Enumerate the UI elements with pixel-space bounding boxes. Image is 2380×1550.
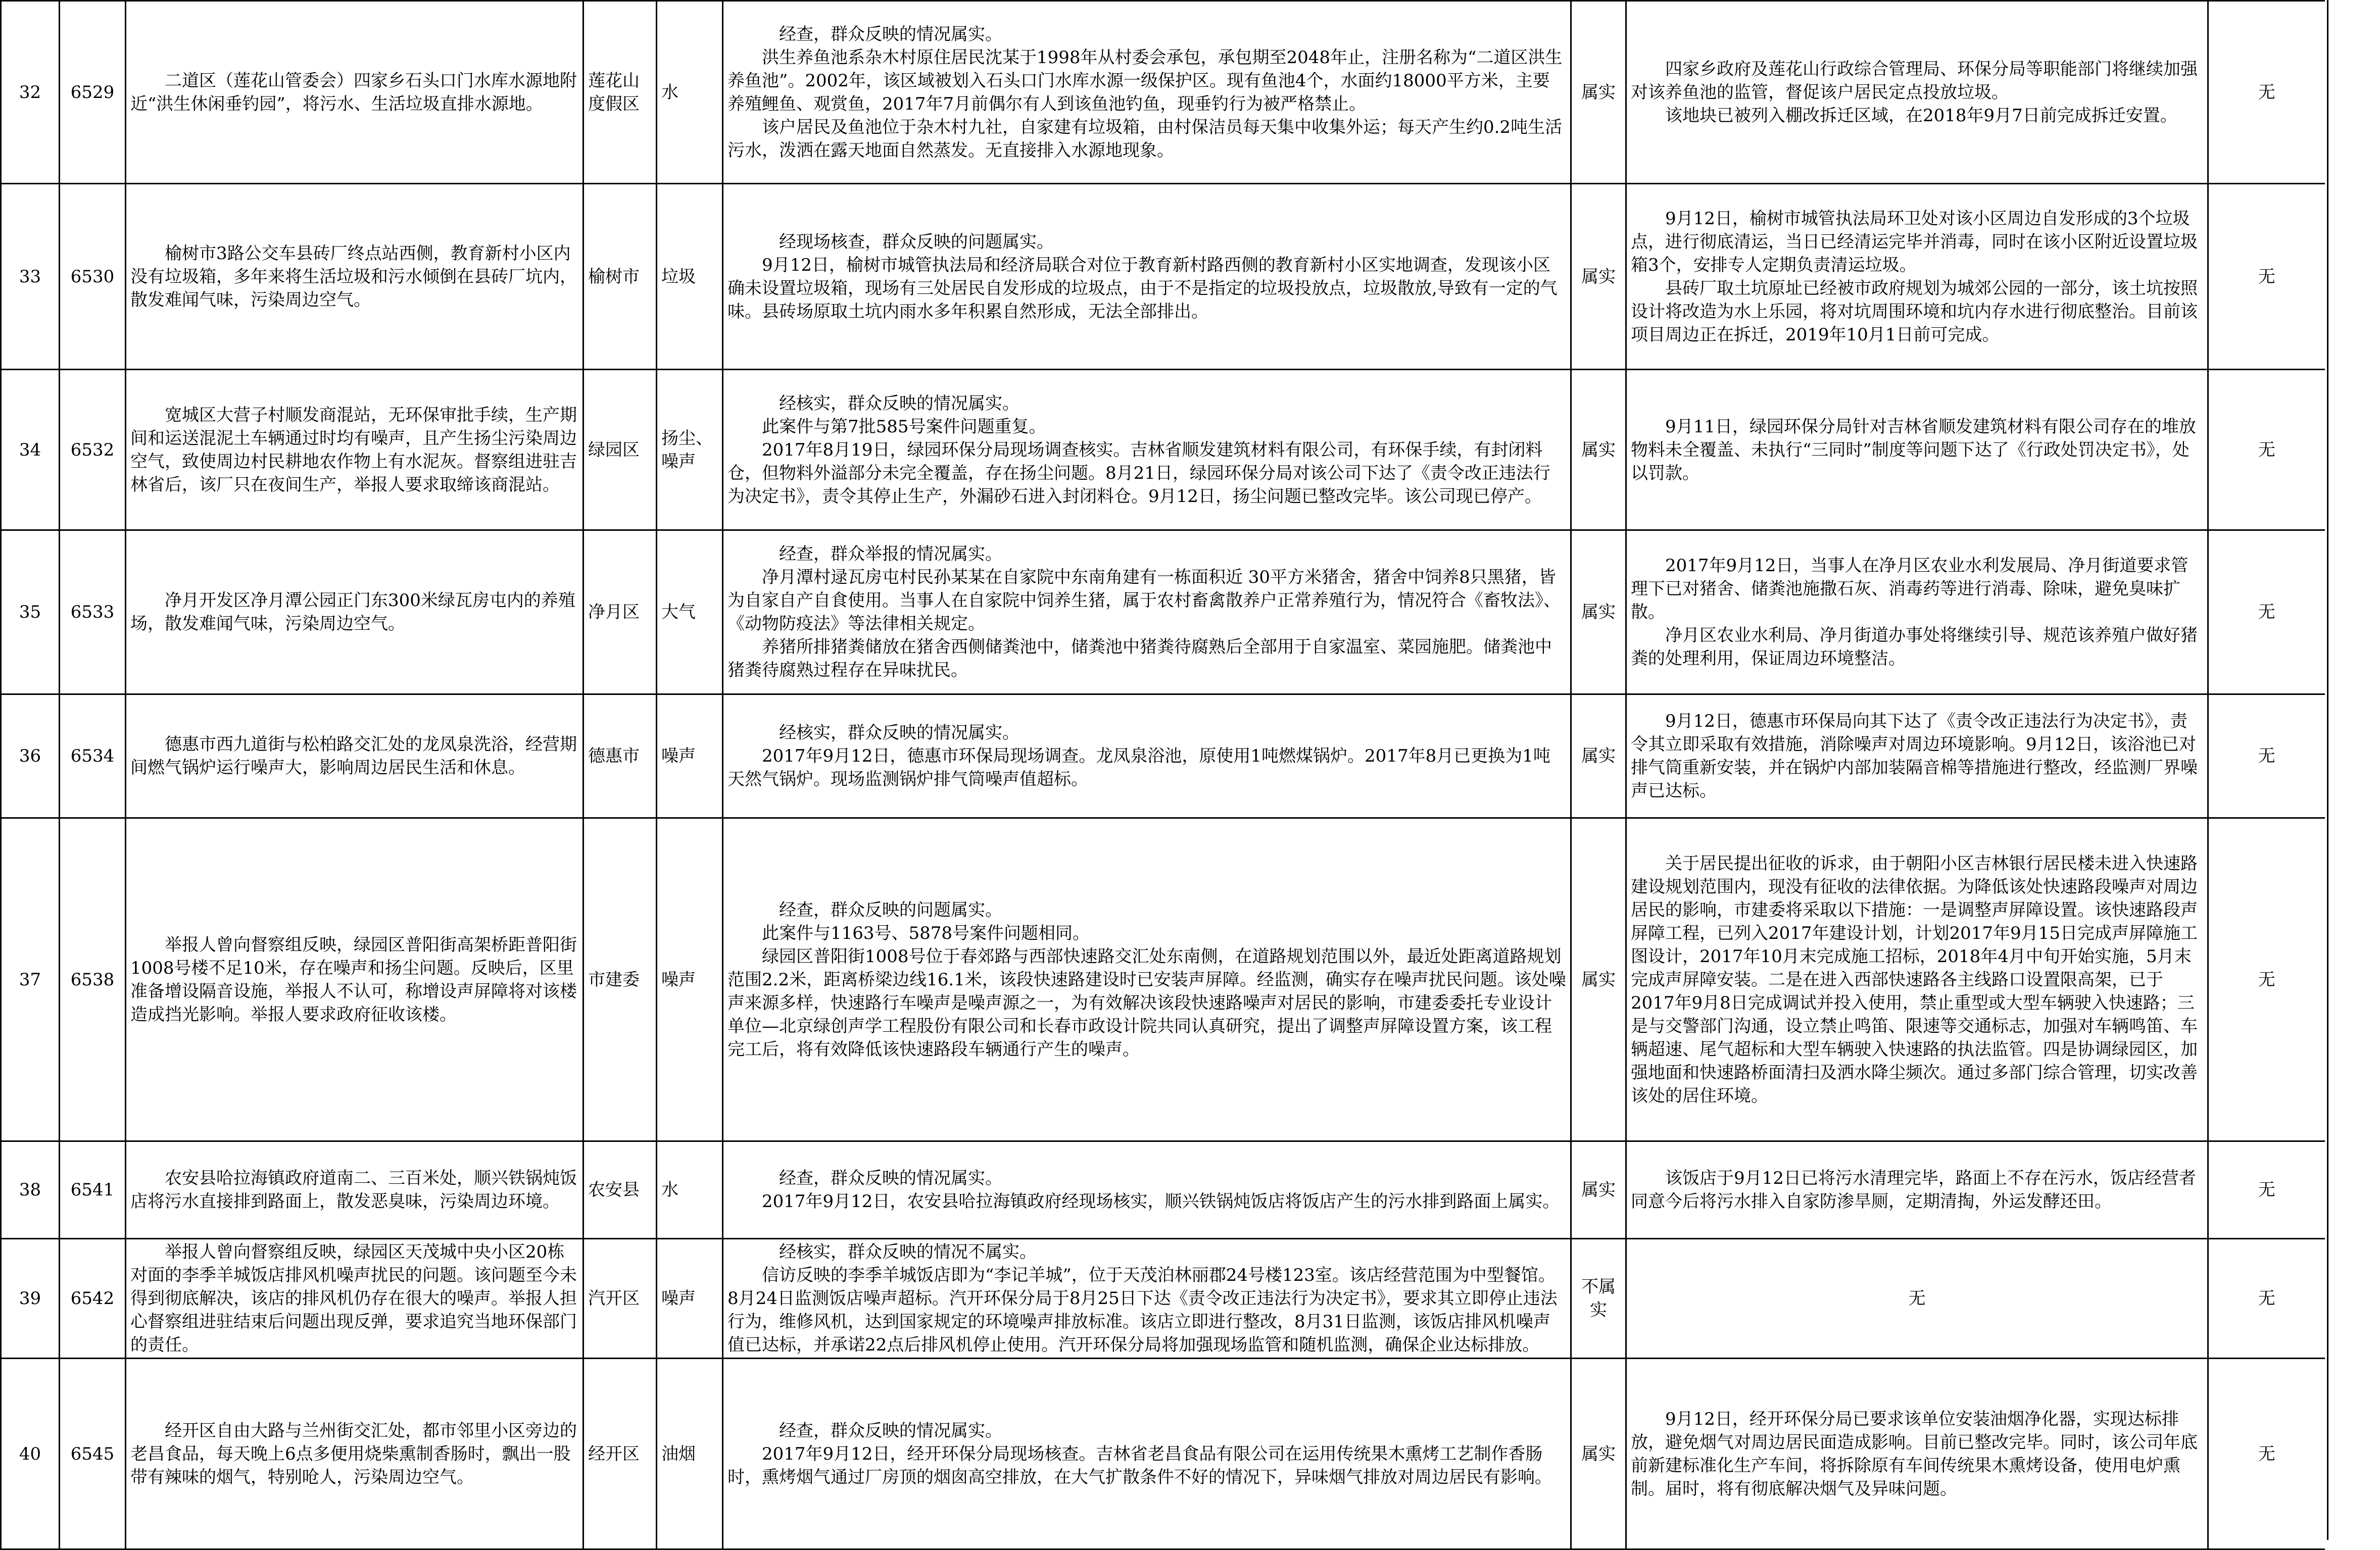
result-paragraph: 2017年9月12日，当事人在净月区农业水利发展局、净月街道要求管理下已对猪舍、储粪池施撒石灰、消毒药等进行消毒、除味，避免臭味扩散。 <box>1631 556 2189 622</box>
table-row <box>1 1359 2325 1549</box>
complaint-text: 宽城区大营子村顺发商混站，无环保审批手续，生产期间和运送混泥土车辆通过时均有噪声，且产生扬尘污染周边空气，致使周边村民耕地农作物上有水泥灰。督察组进驻吉林省后，该厂只在夜间生产，举报人要求取缔该商混站。 <box>130 405 577 495</box>
investigation-process <box>723 1239 1571 1359</box>
investigation-paragraph: 洪生养鱼池系杂木村原住居民沈某于1998年从村委会承包，承包期至2048年止，注册名称为“二道区洪生养鱼池”。2002年，该区域被划入石头口门水库水源一级保护区。现有鱼池4个，水面约18000平方米，主要养殖鲤鱼、观赏鱼，2017年7月前偶尔有人到该鱼池钓鱼，现垂钓行为被严格禁止。 <box>727 47 1563 114</box>
investigation-paragraph: 信访反映的李季羊城饭店即为“李记羊城”，位于天茂泊林丽郡24号楼123室。该店经营范围为中型餐馆。8月24日监测饭店噪声超标。汽开环保分局于8月25日下达《责令改正违法行为决定书》，要求其立即停止违法行为，维修风机，达到国家规定的环境噪声排放标准。该店立即进行整改，8月31日监测，该饭店排风机噪声值已达标，并承诺22点后排风机停止使用。汽开环保分局将加强现场监管和随机监测，确保企业达标排放。 <box>727 1265 1558 1355</box>
table-row <box>1 370 2325 530</box>
investigation-paragraph: 此案件与第7批585号案件问题重复。 <box>762 416 1046 437</box>
handling-result <box>1626 694 2208 818</box>
investigation-paragraph: 该户居民及鱼池位于杂木村九社，自家建有垃圾箱，由村保洁员每天集中收集外运；每天产生约0.2吨生活污水，泼洒在露天地面自然蒸发。无直接排入水源地现象。 <box>727 117 1563 161</box>
complaint-text: 农安县哈拉海镇政府道南二、三百米处，顺兴铁锅炖饭店将污水直接排到路面上，散发恶臭味，污染周边环境。 <box>130 1168 577 1212</box>
investigation-paragraph: 2017年9月12日，农安县哈拉海镇政府经现场核实，顺兴铁锅炖饭店将饭店产生的污水排到路面上属实。 <box>762 1191 1560 1212</box>
row-number: 39 <box>1 1239 60 1359</box>
investigation-paragraph: 经核实，群众反映的情况属实。 <box>779 393 1019 414</box>
table-right-border <box>2327 0 2328 1540</box>
responsible-area: 德惠市 <box>584 694 657 818</box>
complaint-description <box>126 1141 584 1239</box>
investigation-paragraph: 此案件与1163号、5878号案件问题相同。 <box>762 923 1090 943</box>
result-paragraph: 该地块已被列入棚改拆迁区域，在2018年9月7日前完成拆迁安置。 <box>1665 105 2177 126</box>
complaint-text: 经开区自由大路与兰州街交汇处，都市邻里小区旁边的老昌食品，每天晚上6点多便用烧柴熏制香肠时，飘出一股带有辣味的烟气，特别呛人，污染周边空气。 <box>130 1420 577 1487</box>
handling-result <box>1626 184 2208 370</box>
table-row <box>1 1239 2325 1359</box>
complaint-text: 二道区（莲花山管委会）四家乡石头口门水库水源地附近“洪生休闲垂钓园”，将污水、生活垃圾直排水源地。 <box>130 70 577 114</box>
row-number: 36 <box>1 694 60 818</box>
investigation-paragraph: 经查，群众反映的情况属实。 <box>779 24 1002 44</box>
table-row <box>1 184 2325 370</box>
result-paragraph: 9月12日，经开环保分局已要求该单位安装油烟净化器，实现达标排放，避免烟气对周边居民面造成影响。目前已整改完毕。同时，该公司年底前新建标准化生产车间，将拆除原有车间传统果木熏烤设备，使用电炉熏制。届时，将有彻底解决烟气及异味问题。 <box>1631 1409 2198 1499</box>
case-id: 6533 <box>60 530 126 694</box>
handling-result <box>1626 1359 2208 1549</box>
responsible-area: 净月区 <box>584 530 657 694</box>
verdict: 属实 <box>1571 370 1626 530</box>
pollution-type: 噪声 <box>657 818 723 1141</box>
table-row <box>1 818 2325 1141</box>
other-notes: 无 <box>2208 1239 2325 1359</box>
investigation-process <box>723 370 1571 530</box>
verdict: 属实 <box>1571 818 1626 1141</box>
investigation-paragraph: 净月潭村逯瓦房屯村民孙某某在自家院中东南角建有一栋面积近 30平方米猪舍，猪舍中饲养8只黑猪，皆为自家自产自食使用。当事人在自家院中饲养生猪，属于农村畜禽散养户正常养殖行为，情况符合《畜牧法》、《动物防疫法》等法律相关规定。 <box>727 567 1561 634</box>
handling-result <box>1626 1 2208 184</box>
investigation-paragraph: 经查，群众反映的问题属实。 <box>779 899 1002 920</box>
handling-result <box>1626 530 2208 694</box>
complaint-text: 净月开发区净月潭公园正门东300米绿瓦房屯内的养殖场，散发难闻气味，污染周边空气。 <box>130 590 575 634</box>
case-id: 6532 <box>60 370 126 530</box>
row-number: 38 <box>1 1141 60 1239</box>
row-number: 35 <box>1 530 60 694</box>
complaint-description <box>126 1 584 184</box>
investigation-paragraph: 经现场核查，群众反映的问题属实。 <box>779 231 1054 252</box>
result-paragraph: 该饭店于9月12日已将污水清理完毕，路面上不存在污水，饭店经营者同意今后将污水排入自家防渗旱厕，定期清掏，外运发酵还田。 <box>1631 1168 2196 1212</box>
case-id: 6534 <box>60 694 126 818</box>
handling-result <box>1626 1141 2208 1239</box>
complaint-description <box>126 530 584 694</box>
investigation-process <box>723 530 1571 694</box>
case-id: 6530 <box>60 184 126 370</box>
investigation-process <box>723 694 1571 818</box>
investigation-process <box>723 1141 1571 1239</box>
table-row <box>1 1141 2325 1239</box>
investigation-paragraph: 2017年9月12日，经开环保分局现场核查。吉林省老昌食品有限公司在运用传统果木熏烤工艺制作香肠时，熏烤烟气通过厂房顶的烟囱高空排放，在大气扩散条件不好的情况下，异味烟气排放对周边居民有影响。 <box>727 1443 1552 1487</box>
investigation-process <box>723 818 1571 1141</box>
investigation-process <box>723 1359 1571 1549</box>
responsible-area: 榆树市 <box>584 184 657 370</box>
complaint-text: 德惠市西九道街与松柏路交汇处的龙凤泉洗浴，经营期间燃气锅炉运行噪声大，影响周边居民生活和休息。 <box>130 734 577 778</box>
pollution-type: 大气 <box>657 530 723 694</box>
responsible-area: 汽开区 <box>584 1239 657 1359</box>
investigation-paragraph: 经查，群众反映的情况属实。 <box>779 1168 1002 1188</box>
other-notes: 无 <box>2208 1141 2325 1239</box>
other-notes: 无 <box>2208 1359 2325 1549</box>
verdict: 属实 <box>1571 1359 1626 1549</box>
case-id: 6541 <box>60 1141 126 1239</box>
case-id: 6529 <box>60 1 126 184</box>
investigation-paragraph: 经核实，群众反映的情况属实。 <box>779 723 1019 743</box>
verdict: 不属实 <box>1571 1239 1626 1359</box>
row-number: 37 <box>1 818 60 1141</box>
other-notes: 无 <box>2208 184 2325 370</box>
result-paragraph: 9月12日，德惠市环保局向其下达了《责令改正违法行为决定书》，责令其立即采取有效措施，消除噪声对周边环境影响。9月12日，该浴池已对排气筒重新安装，并在锅炉内部加装隔音棉等措施进行整改，经监测厂界噪声已达标。 <box>1631 711 2198 801</box>
investigation-paragraph: 9月12日，榆树市城管执法局和经济局联合对位于教育新村路西侧的教育新村小区实地调查，发现该小区确未设置垃圾箱，现场有三处居民自发形成的垃圾点，由于不是指定的垃圾投放点，垃圾散放,导致有一定的气味。县砖场原取土坑内雨水多年积累自然形成，无法全部排出。 <box>727 255 1558 322</box>
result-paragraph: 净月区农业水利局、净月街道办事处将继续引导、规范该养殖户做好猪粪的处理利用，保证周边环境整洁。 <box>1631 625 2198 669</box>
investigation-paragraph: 2017年8月19日，绿园环保分局现场调查核实。吉林省顺发建筑材料有限公司，有环保手续，有封闭料仓，但物料外溢部分未完全覆盖，存在扬尘问题。8月21日，绿园环保分局对该公司下达了《责令改正违法行为决定书》，责令其停止生产，外漏砂石进入封闭料仓。9月12日，扬尘问题已整改完毕。该公司现已停产。 <box>727 439 1550 507</box>
responsible-area: 经开区 <box>584 1359 657 1549</box>
responsible-area: 农安县 <box>584 1141 657 1239</box>
pollution-type: 水 <box>657 1141 723 1239</box>
row-number: 34 <box>1 370 60 530</box>
table-row <box>1 1 2325 184</box>
pollution-type: 垃圾 <box>657 184 723 370</box>
verdict: 属实 <box>1571 1141 1626 1239</box>
case-id: 6542 <box>60 1239 126 1359</box>
complaint-description <box>126 1359 584 1549</box>
verdict: 属实 <box>1571 184 1626 370</box>
other-notes: 无 <box>2208 694 2325 818</box>
other-notes: 无 <box>2208 530 2325 694</box>
pollution-type: 扬尘、噪声 <box>657 370 723 530</box>
result-paragraph: 四家乡政府及莲花山行政综合管理局、环保分局等职能部门将继续加强对该养鱼池的监管，督促该户居民定点投放垃圾。 <box>1631 59 2198 103</box>
other-notes: 无 <box>2208 370 2325 530</box>
case-id: 6538 <box>60 818 126 1141</box>
pollution-type: 噪声 <box>657 694 723 818</box>
responsible-area: 绿园区 <box>584 370 657 530</box>
table-row <box>1 694 2325 818</box>
investigation-paragraph: 绿园区普阳街1008号位于春郊路与西部快速路交汇处东南侧，在道路规划范围以外，最近处距离道路规划范围2.2米，距离桥梁边线16.1米，该段快速路建设时已安装声屏障。经监测，确实存在噪声扰民问题。该处噪声来源多样，快速路行车噪声是噪声源之一，为有效解决该段快速路噪声对居民的影响，市建委委托专业设计单位—北京绿创声学工程股份有限公司和长春市政设计院共同认真研究，提出了调整声屏障设置方案，该工程完工后，将有效降低该快速路段车辆通行产生的噪声。 <box>727 946 1566 1060</box>
result-paragraph: 9月11日，绿园环保分局针对吉林省顺发建筑材料有限公司存在的堆放物料未全覆盖、未执行“三同时”制度等问题下达了《行政处罚决定书》，处以罚款。 <box>1631 416 2196 483</box>
result-paragraph: 9月12日，榆树市城管执法局环卫处对该小区周边自发形成的3个垃圾点，进行彻底清运，当日已经清运完毕并消毒，同时在该小区附近设置垃圾箱3个，安排专人定期负责清运垃圾。 <box>1631 208 2198 275</box>
row-number: 32 <box>1 1 60 184</box>
pollution-type: 水 <box>657 1 723 184</box>
complaint-text: 举报人曾向督察组反映，绿园区普阳街高架桥距普阳街1008号楼不足10米，存在噪声和扬尘问题。反映后，区里准备增设隔音设施，举报人不认可，称增设声屏障将对该楼造成挡光影响。举报人要求政府征收该楼。 <box>130 934 577 1025</box>
complaint-text: 榆树市3路公交车县砖厂终点站西侧，教育新村小区内没有垃圾箱，多年来将生活垃圾和污水倾倒在县砖厂坑内，散发难闻气味，污染周边空气。 <box>130 243 577 310</box>
other-notes: 无 <box>2208 818 2325 1141</box>
investigation-process <box>723 1 1571 184</box>
complaint-description <box>126 1239 584 1359</box>
pollution-type: 油烟 <box>657 1359 723 1549</box>
investigation-process <box>723 184 1571 370</box>
handling-result <box>1626 818 2208 1141</box>
row-number: 33 <box>1 184 60 370</box>
other-notes: 无 <box>2208 1 2325 184</box>
investigation-paragraph: 经查，群众举报的情况属实。 <box>779 544 1002 564</box>
responsible-area: 市建委 <box>584 818 657 1141</box>
pollution-type: 噪声 <box>657 1239 723 1359</box>
investigation-paragraph: 经查，群众反映的情况属实。 <box>779 1420 1002 1441</box>
complaint-text: 举报人曾向督察组反映，绿园区天茂城中央小区20栋对面的李季羊城饭店排风机噪声扰民的问题。该问题至今未得到彻底解决，该店的排风机仍存在很大的噪声。举报人担心督察组进驻结束后问题出现反弹，要求追究当地环保部门的责任。 <box>130 1242 577 1355</box>
verdict: 属实 <box>1571 694 1626 818</box>
case-id: 6545 <box>60 1359 126 1549</box>
responsible-area: 莲花山度假区 <box>584 1 657 184</box>
complaint-description <box>126 694 584 818</box>
verdict: 属实 <box>1571 1 1626 184</box>
complaint-description <box>126 184 584 370</box>
handling-result: 无 <box>1626 1239 2208 1359</box>
table-row <box>1 530 2325 694</box>
investigation-paragraph: 养猪所排猪粪储放在猪舍西侧储粪池中，储粪池中猪粪待腐熟后全部用于自家温室、菜园施肥。储粪池中猪粪待腐熟过程存在异味扰民。 <box>727 637 1552 680</box>
result-paragraph: 关于居民提出征收的诉求，由于朝阳小区吉林银行居民楼未进入快速路建设规划范围内，现没有征收的法律依据。为降低该处快速路段噪声对周边居民的影响，市建委将采取以下措施：一是调整声屏障设置。该快速路段声屏障工程，已列入2017年建设计划，计划2017年9月15日完成声屏障施工图设计，2017年10月末完成施工招标，2018年4月中旬开始实施，5月末完成声屏障安装。二是在进入西部快速路各主线路口设置限高架，已于2017年9月8日完成调试并投入使用，禁止重型或大型车辆驶入快速路；三是与交警部门沟通，设立禁止鸣笛、限速等交通标志，加强对车辆鸣笛、车辆超速、尾气超标和大型车辆驶入快速路的执法监管。四是协调绿园区，加强地面和快速路桥面清扫及洒水降尘频次。通过多部门综合管理，切实改善该处的居住环境。 <box>1631 853 2198 1106</box>
row-number: 40 <box>1 1359 60 1549</box>
complaint-description <box>126 818 584 1141</box>
investigation-paragraph: 2017年9月12日，德惠市环保局现场调查。龙凤泉浴池，原使用1吨燃煤锅炉。2017年8月已更换为1吨天然气锅炉。现场监测锅炉排气筒噪声值超标。 <box>727 746 1550 789</box>
result-paragraph: 县砖厂取土坑原址已经被市政府规划为城郊公园的一部分，该土坑按照设计将改造为水上乐园，将对坑周围环境和坑内存水进行彻底整治。目前该项目周边正在拆迁，2019年10月1日前可完成。 <box>1631 278 2198 345</box>
complaint-description <box>126 370 584 530</box>
table-body <box>1 1 2325 1549</box>
handling-result <box>1626 370 2208 530</box>
investigation-paragraph: 经核实，群众反映的情况不属实。 <box>779 1242 1037 1262</box>
verdict: 属实 <box>1571 530 1626 694</box>
